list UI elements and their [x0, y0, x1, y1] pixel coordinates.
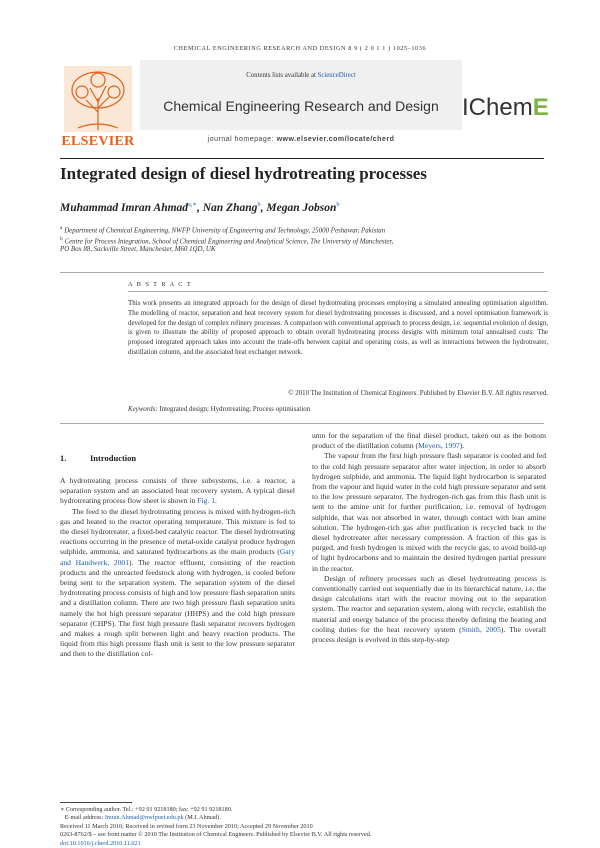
issn-line: 0263-8762/$ – see front matter © 2010 The Institution of Chemical Engineers. Published by Elsevier B.V. All rights reserved.: [60, 831, 372, 839]
footnote-rule: [60, 802, 132, 803]
contents-prefix: Contents lists available at: [246, 72, 316, 79]
paragraph-text: ). The reactor effluent, consisting of the reaction products and the unreacted feedstock along with hydrogen, is cooled before being sent to the separation system. The separation system of the diesel hydrotreating process consists of high and low pressure flash separation units and a distillation column. There are two high pressure flash separation units namely the hot high pressure separator (HHPS) and the cold high pressure separator (CHPS). The first high pressure flash separator recovers hydrogen and makes a rough split between light and heavy reaction products. The liquid from this high pressure flash unit is sent to the low pressure separator and then to the distillation col-: [60, 557, 295, 659]
abstract-heading: A B S T R A C T: [128, 281, 193, 288]
author-separator: ,: [260, 201, 267, 214]
right-column: [312, 431, 546, 645]
paragraph-text: Design of refinery processes such as diesel hydrotreating process is conventionally carried out sequentially due to its hierarchical nature, i.e. the design calculations start with the reactor moving out to the separation system. The reactor and separation system, along with recycle, establish the material and energy balance of the process thereby defining the heating and cooling duties for the heat recovery system (: [312, 573, 546, 634]
affiliation-text: Centre for Process Integration, School of Chemical Engineering and Analytical Science, The University of Manchester,: [64, 238, 394, 246]
paragraph-text: The feed to the diesel hydrotreating process is mixed with hydrogen-rich gas and heated to the reactor operating temperature. This mixture is fed to the diesel hydrotreater, a fixed-bed catalytic reactor. The diesel hydrotreating reactions occurring in the presence of metal-oxide catalyst produce hydrogen sulphide, ammonia, and saturated hydrocarbons as the main products (: [60, 506, 295, 557]
elsevier-wordmark: ELSEVIER: [61, 134, 135, 149]
email-note: [60, 814, 371, 822]
ichem-logo-main: IChem: [462, 94, 533, 121]
paragraph: [312, 574, 546, 645]
email-label: E-mail address:: [64, 814, 104, 822]
citation-link[interactable]: Meyers, 1997: [418, 441, 460, 451]
journal-homepage: [140, 136, 462, 143]
left-column: [60, 476, 295, 660]
author-separator: ,: [196, 201, 203, 214]
email-suffix: (M.I. Ahmad).: [185, 814, 221, 822]
section-heading: [60, 453, 136, 463]
keywords-line: [128, 406, 548, 413]
running-header: CHEMICAL ENGINEERING RESEARCH AND DESIGN 8 9 ( 2 0 1 1 ) 1025–1036: [173, 45, 427, 52]
author-name: Muhammad Imran Ahmad: [60, 201, 189, 214]
paragraph-text: ).: [459, 441, 465, 451]
section-number: 1.: [60, 453, 67, 463]
abstract-text: This work presents an integrated approach for the design of diesel hydrotreating processes employing a simulated annealing optimisation algorithm. The modelling of reactor, separation and heat recovery system for diesel hydrotreating processes is discussed, and a novel optimisation framework is developed for the design of complex refinery processes. A comparison with conventional approach to process design, i.e. sequential evolution of design, is given to illustrate the ability of proposed approach to obtain overall hydrotreating process designs with minimum total annualised costs. The proposed integrated approach takes into account the trade-offs between capital and operating costs, as well as interactions between the hydrotreater, distillation column, and the associated heat exchanger network.: [128, 300, 548, 356]
author-name: Nan Zhang: [202, 201, 258, 214]
paragraph-text: A hydrotreating process consists of three subsystems, i.e. a reactor, a separation system and an associated heat recovery system. A typical diesel hydrotreating process flow sheet is shown in: [60, 476, 295, 506]
section-title: Introduction: [90, 453, 137, 463]
affiliation-mark: a: [60, 225, 63, 231]
sciencedirect-link[interactable]: ScienceDirect: [317, 72, 356, 79]
citation-link[interactable]: Gary and Handwerk, 2001: [60, 547, 295, 567]
corresponding-author-note: ∗ Corresponding author. Tel.: +92 91 9218180; fax: +92 91 9218180.: [60, 806, 233, 813]
figure-ref-link[interactable]: Fig. 1: [197, 496, 216, 506]
ichem-logo-accent: E: [532, 94, 549, 121]
author-name: Megan Jobson: [266, 201, 337, 214]
paragraph-text: umn for the separation of the final diesel product, taken out as the bottom product of the distillation column (: [312, 431, 546, 451]
affiliation-b: [60, 236, 393, 245]
abstract-bottom-rule: [60, 423, 544, 424]
email-link[interactable]: Imran.Ahmad@nwfpuet.edu.pk: [104, 814, 184, 822]
author-affiliation-mark[interactable]: a,∗: [188, 201, 197, 208]
paragraph: [60, 476, 295, 507]
author-affiliation-mark[interactable]: b: [257, 201, 261, 208]
doi-link[interactable]: doi:10.1016/j.cherd.2010.11.021: [60, 839, 141, 847]
affiliation-mark: b: [60, 236, 63, 242]
abstract-heading-rule: [128, 291, 548, 292]
paragraph: [312, 431, 546, 451]
journal-banner: [140, 60, 462, 130]
keywords-list: Integrated design; Hydrotreating; Process optimisation: [159, 406, 311, 413]
affiliation-a: [60, 225, 385, 234]
received-dates: Received 11 March 2010; Received in revised form 23 November 2010; Accepted 29 November 2010: [60, 822, 313, 830]
author-affiliation-mark[interactable]: b: [336, 201, 340, 208]
homepage-url[interactable]: www.elsevier.com/locate/cherd: [276, 136, 395, 143]
author-list: [60, 200, 340, 214]
affiliation-text: Department of Chemical Engineering, NWFP University of Engineering and Technology, 25000 Peshawar, Pakistan: [64, 227, 386, 235]
affiliation-b-line2: PO Box 88, Sackville Street, Manchester, M60 1QD, UK: [60, 246, 216, 253]
paragraph: The vapour from the first high pressure flash separator is cooled and fed to the cold high pressure separator after water injection, in order to absorb hydrogen sulphide, and ammonia. The liquid light hydrocarbon is separated from the vapour and liquid water in the cold high pressure separator and sent to the low pressure separator. The hydrogen-rich gas from this flash unit is sent to the amine unit for further purification, i.e. removal of hydrogen sulphide, that was not absorbed in water, through contact with lean amine solution. The hydrogen-rich gas after purification is recycled back to the diesel hydrotreater after necessary compression. A fraction of this gas is purged, and fresh hydrogen is mixed with the recycle gas, to avoid build-up of light hydrocarbons and to maintain the desired hydrogen partial pressure in the reactor.: [312, 451, 546, 573]
header-rule: [60, 158, 544, 159]
copyright-line: © 2010 The Institution of Chemical Engineers. Published by Elsevier B.V. All rights reserved.: [288, 390, 548, 397]
paragraph: [60, 507, 295, 660]
ichem-logo: [462, 94, 549, 122]
homepage-prefix: journal homepage:: [207, 136, 275, 143]
paragraph-text: .: [215, 496, 217, 506]
keywords-label: Keywords:: [128, 406, 158, 413]
abstract-top-rule: [60, 272, 544, 273]
article-title: Integrated design of diesel hydrotreating processes: [60, 164, 427, 183]
paragraph-text: ). The overall process design is evolved in this step-by-step: [312, 624, 546, 645]
contents-line: [140, 72, 462, 79]
citation-link[interactable]: Smith, 2005: [461, 624, 501, 634]
journal-title: Chemical Engineering Research and Design: [163, 98, 439, 114]
